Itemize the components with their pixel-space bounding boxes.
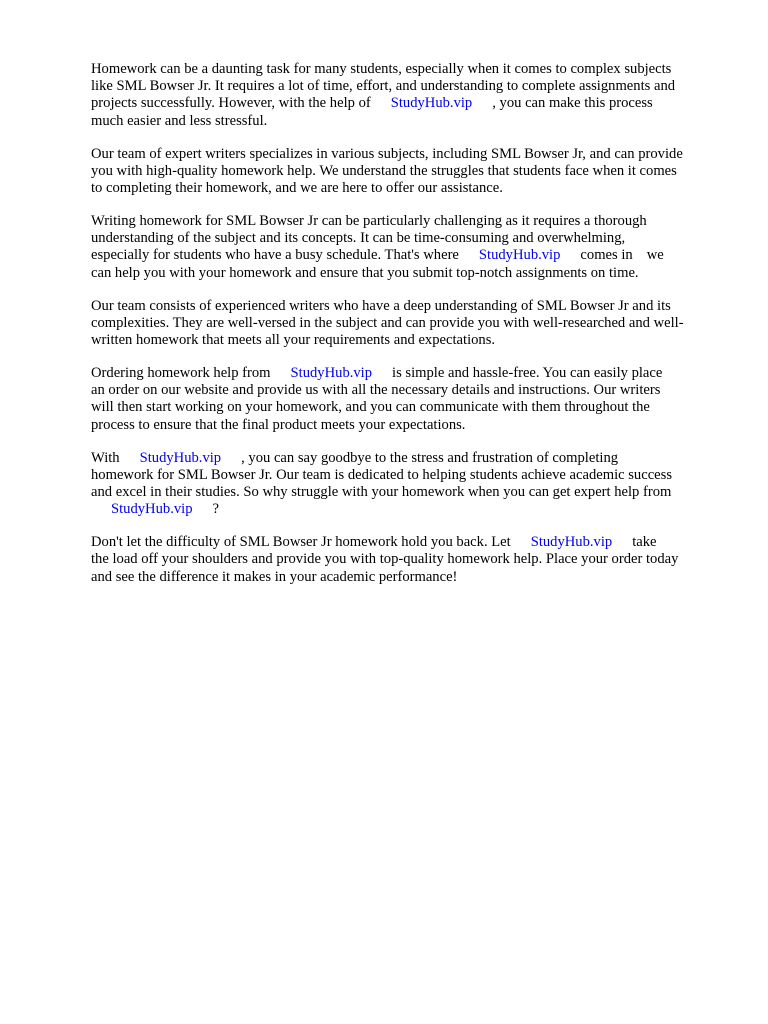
text-line: [91, 501, 723, 518]
text-segment: ?: [212, 501, 219, 518]
text-segment: take: [632, 534, 657, 551]
text-line: [91, 95, 723, 112]
text-line: and see the difference it makes in your academic performance!: [91, 568, 458, 585]
text-line: much easier and less stressful.: [91, 112, 268, 129]
text-line: and excel in their studies. So why struggle with your homework when you can get expert help from: [91, 484, 672, 501]
text-segment: we: [646, 247, 664, 264]
text-line: [91, 247, 723, 264]
text-segment: With: [91, 449, 120, 466]
text-segment: Don't let the difficulty of SML Bowser Jr homework hold you back. Let: [91, 534, 511, 551]
text-segment: projects successfully. However, with the help of: [91, 95, 371, 112]
text-line: complexities. They are well-versed in the subject and can provide you with well-researched and well-: [91, 314, 684, 331]
text-segment: is simple and hassle-free. You can easily place: [392, 365, 663, 382]
text-line: Writing homework for SML Bowser Jr can be particularly challenging as it requires a thorough: [91, 213, 647, 230]
paragraph-writers: [91, 298, 723, 350]
text-line: to completing their homework, and we are here to offer our assistance.: [91, 180, 503, 197]
text-line: [91, 534, 723, 551]
studyhub-link[interactable]: StudyHub.vip: [290, 365, 373, 382]
text-line: process to ensure that the final product meets your expectations.: [91, 416, 466, 433]
text-segment: especially for students who have a busy schedule. That's where: [91, 247, 459, 264]
text-segment: , you can make this process: [492, 95, 653, 112]
text-line: the load off your shoulders and provide you with top-quality homework help. Place your order today: [91, 551, 679, 568]
studyhub-link[interactable]: StudyHub.vip: [478, 247, 561, 264]
text-line: Homework can be a daunting task for many students, especially when it comes to complex subjects: [91, 61, 672, 77]
studyhub-link[interactable]: StudyHub.vip: [139, 449, 222, 466]
paragraph-intro: [91, 61, 723, 130]
text-line: Our team consists of experienced writers who have a deep understanding of SML Bowser Jr and its: [91, 297, 671, 314]
text-line: homework for SML Bowser Jr. Our team is dedicated to helping students achieve academic success: [91, 466, 673, 483]
text-line: like SML Bowser Jr. It requires a lot of time, effort, and understanding to complete assignments and: [91, 78, 676, 95]
text-segment: Ordering homework help from: [91, 365, 271, 382]
text-segment: comes in: [580, 247, 633, 264]
text-line: an order on our website and provide us with all the necessary details and instructions. Our writers: [91, 382, 661, 399]
text-line: [91, 450, 723, 467]
document-page: [91, 61, 723, 602]
text-line: [91, 365, 723, 382]
paragraph-ordering: [91, 365, 723, 434]
paragraph-closing: [91, 534, 723, 586]
studyhub-link[interactable]: StudyHub.vip: [530, 534, 613, 551]
text-line: understanding of the subject and its concepts. It can be time-consuming and overwhelming,: [91, 230, 626, 247]
paragraph-challenge: [91, 213, 723, 282]
text-line: Our team of expert writers specializes in various subjects, including SML Bowser Jr, and can provide: [91, 145, 683, 162]
text-line: can help you with your homework and ensure that you submit top-notch assignments on time.: [91, 264, 639, 281]
studyhub-link[interactable]: StudyHub.vip: [111, 501, 193, 518]
text-segment: , you can say goodbye to the stress and frustration of completing: [241, 449, 619, 466]
text-line: will then start working on your homework, and you can communicate with them throughout the: [91, 399, 650, 416]
studyhub-link[interactable]: StudyHub.vip: [390, 95, 473, 112]
paragraph-goodbye: [91, 450, 723, 519]
paragraph-team: [91, 146, 723, 198]
text-line: written homework that meets all your requirements and expectations.: [91, 332, 496, 349]
text-line: you with high-quality homework help. We understand the struggles that students face when it comes: [91, 162, 677, 179]
